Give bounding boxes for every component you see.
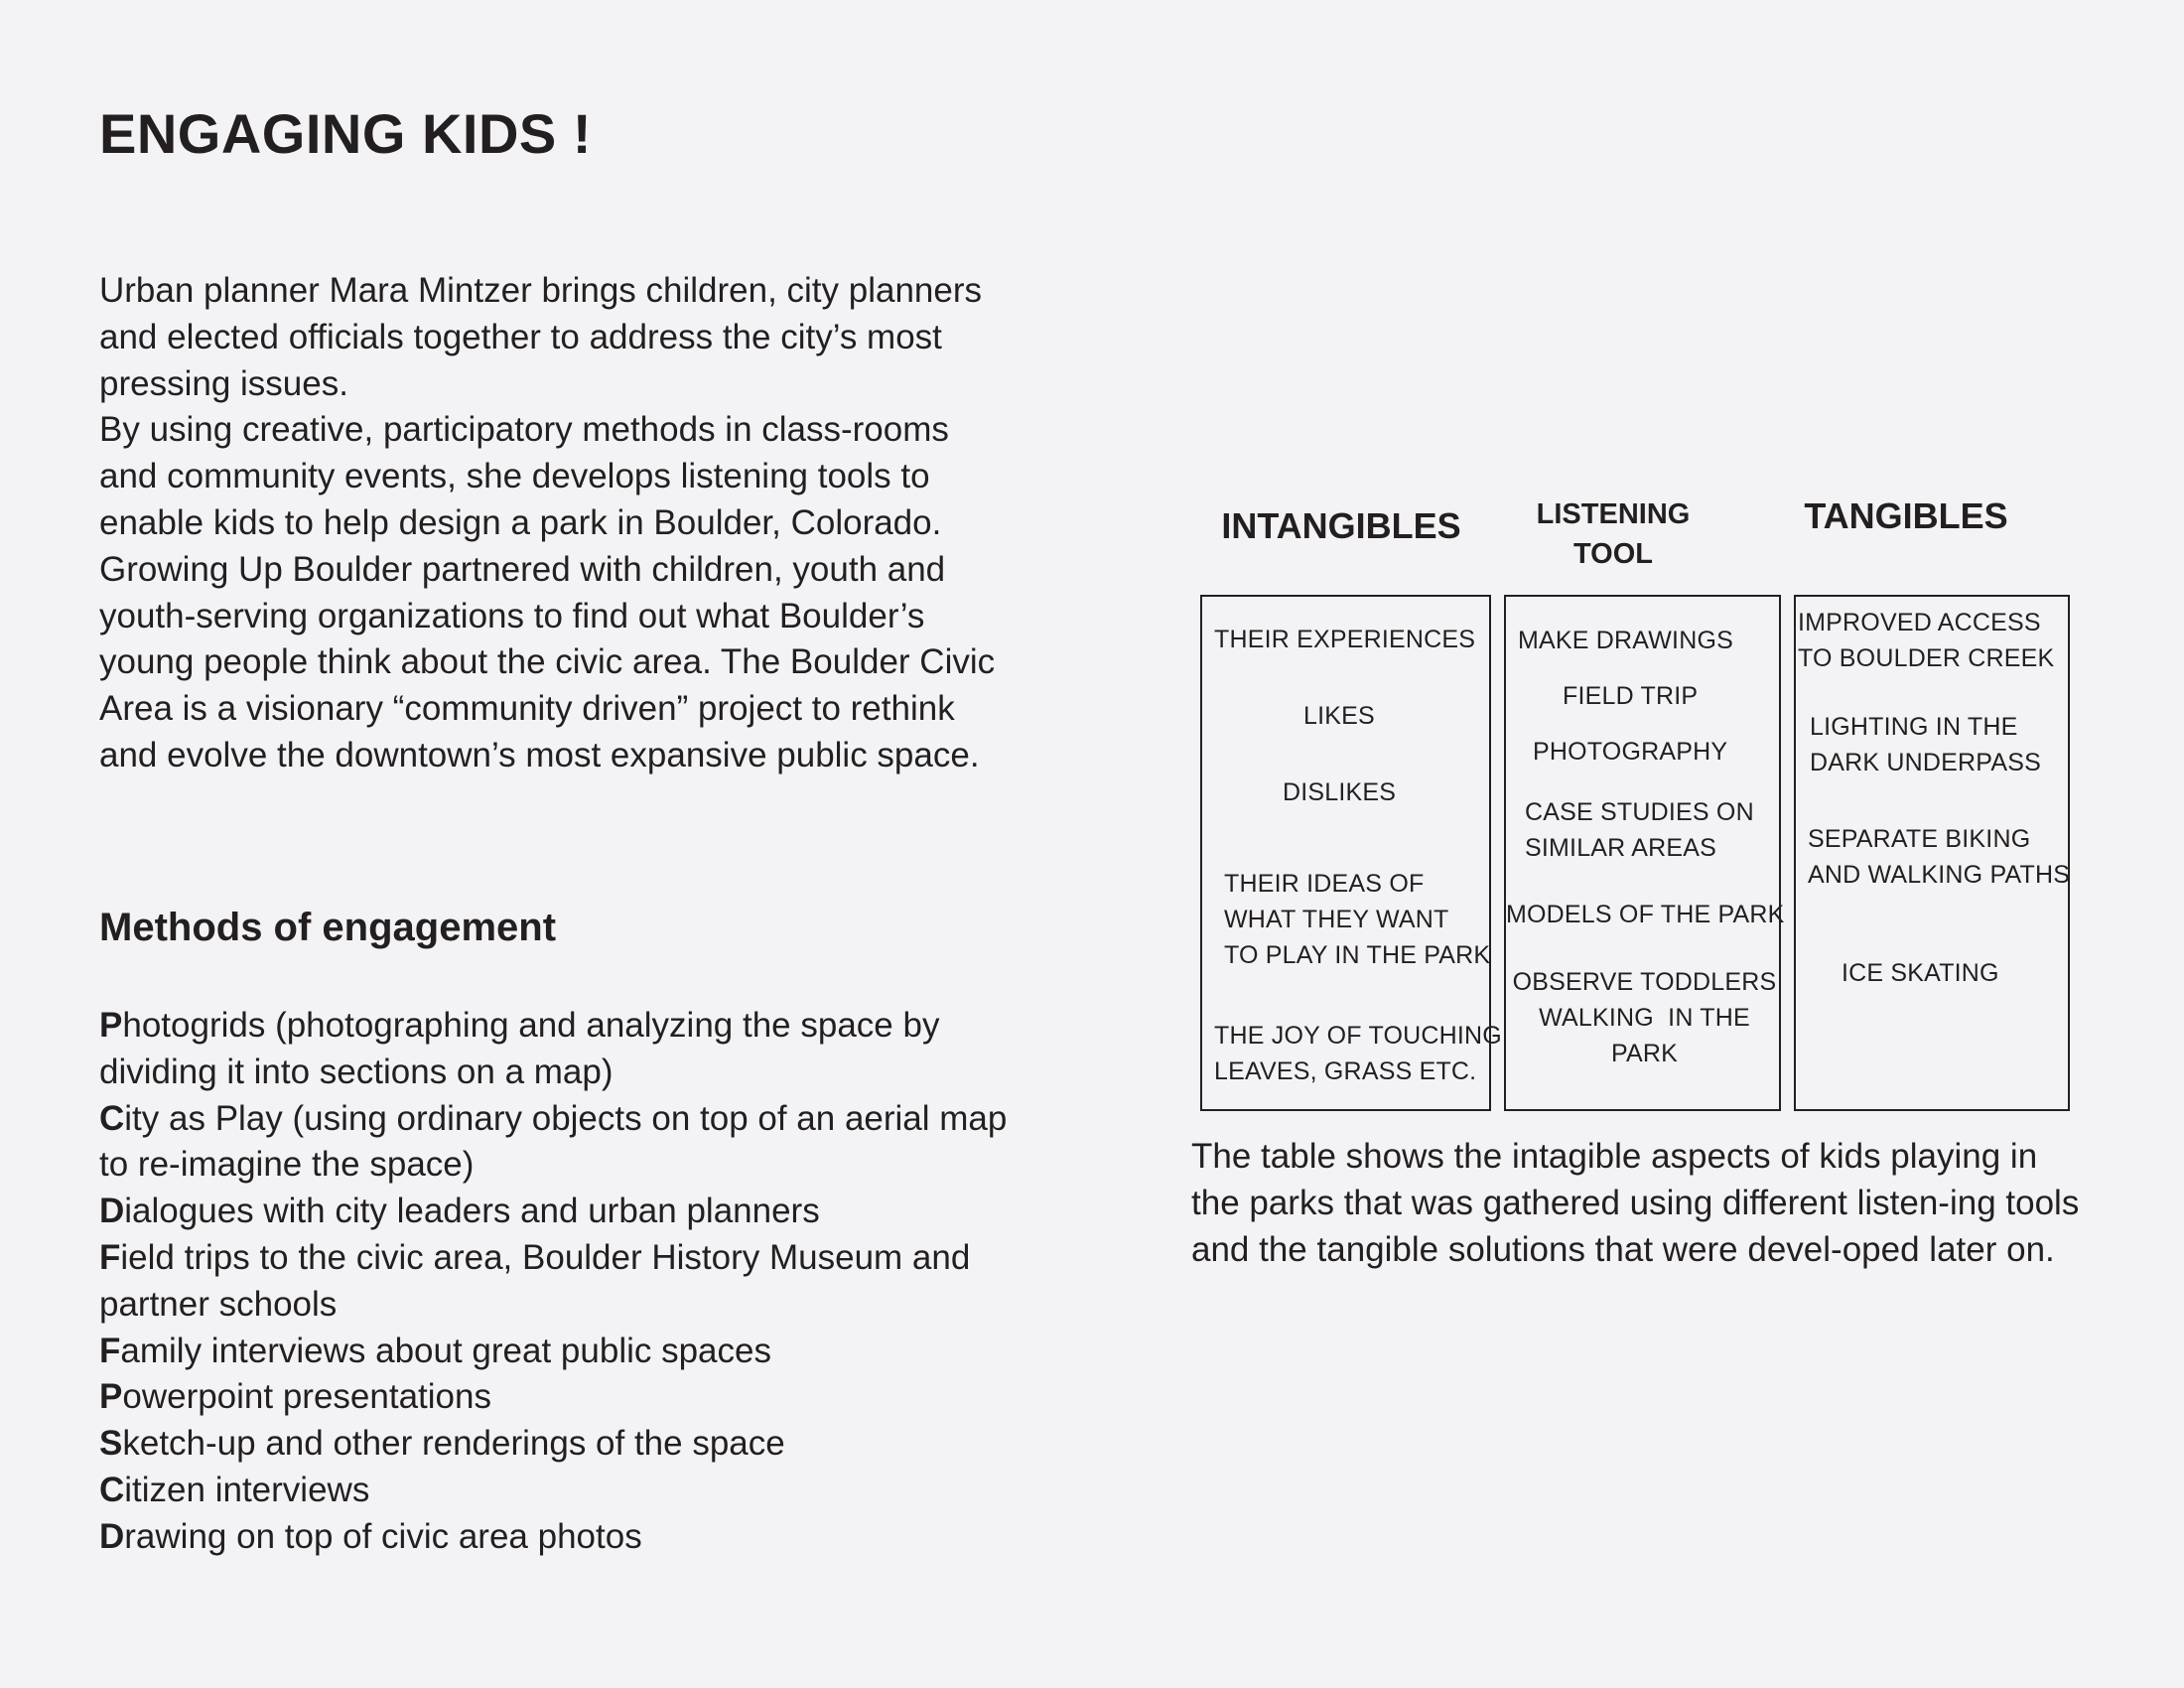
listening-tool-cell: MAKE DRAWINGS bbox=[1518, 627, 1733, 654]
methods-list bbox=[99, 1003, 1032, 1561]
list-item-text: hotogrids (photographing and analyzing the space by dividing it into sections on a map) bbox=[99, 1006, 940, 1091]
listening-tool-cell: OBSERVE TODDLERS WALKING IN THE PARK bbox=[1512, 968, 1777, 1067]
intangibles-cell: LIKES bbox=[1303, 702, 1375, 730]
list-item-initial: C bbox=[99, 1098, 125, 1138]
list-item-initial: F bbox=[99, 1331, 121, 1370]
list-item-initial: F bbox=[99, 1237, 121, 1277]
list-item-text: rawing on top of civic area photos bbox=[124, 1516, 642, 1556]
list-item bbox=[99, 1421, 1032, 1468]
intangibles-header: INTANGIBLES bbox=[1221, 505, 1461, 546]
methods-heading: Methods of engagement bbox=[99, 906, 557, 949]
page-title: ENGAGING KIDS ! bbox=[99, 102, 592, 165]
tangibles-cell: IMPROVED ACCESS TO BOULDER CREEK bbox=[1798, 609, 2055, 672]
tangibles-cell: ICE SKATING bbox=[1842, 959, 1999, 987]
tangibles-cell: LIGHTING IN THE DARK UNDERPASS bbox=[1810, 713, 2041, 776]
intro-paragraph: Growing Up Boulder partnered with children, youth and youth-serving organizations to find out what Boulder’s young people think about the civic area. The Boulder Civic Area is a visionary “community driven” project to rethink and evolve the downtown’s most expansive public space. bbox=[99, 549, 996, 774]
list-item-text: ity as Play (using ordinary objects on top of an aerial map to re-imagine the space) bbox=[99, 1098, 1008, 1185]
listening-tool-cell: FIELD TRIP bbox=[1563, 682, 1699, 710]
listening-tool-cell: PHOTOGRAPHY bbox=[1533, 738, 1728, 766]
list-item bbox=[99, 1189, 1032, 1235]
list-item-initial: P bbox=[99, 1377, 123, 1417]
list-item-text: itizen interviews bbox=[124, 1470, 370, 1509]
list-item-initial: C bbox=[99, 1470, 125, 1509]
intangibles-cell: THEIR EXPERIENCES bbox=[1214, 626, 1476, 653]
list-item bbox=[99, 1235, 1032, 1329]
tangibles-header: TANGIBLES bbox=[1804, 495, 2008, 536]
list-item-text: ield trips to the civic area, Boulder History Museum and partner schools bbox=[99, 1237, 971, 1324]
list-item bbox=[99, 1374, 1032, 1421]
intangibles-cell: THEIR IDEAS OF WHAT THEY WANT TO PLAY IN THE PARK bbox=[1224, 870, 1491, 969]
list-item bbox=[99, 1329, 1032, 1375]
list-item bbox=[99, 1514, 1032, 1561]
tangibles-cell: SEPARATE BIKING AND WALKING PATHS bbox=[1808, 825, 2071, 889]
list-item-text: ialogues with city leaders and urban planners bbox=[124, 1192, 820, 1231]
list-item-initial: S bbox=[99, 1424, 123, 1464]
list-item bbox=[99, 1003, 1032, 1096]
list-item-initial: D bbox=[99, 1192, 125, 1231]
tangibles-column bbox=[1794, 595, 2070, 1111]
intangibles-cell: THE JOY OF TOUCHING LEAVES, GRASS ETC. bbox=[1214, 1022, 1502, 1085]
table-caption: The table shows the intagible aspects of kids playing in the parks that was gathered using different listen-ing tools and the tangible solutions that were devel-oped later on. bbox=[1191, 1137, 2080, 1269]
list-item-text: amily interviews about great public spaces bbox=[120, 1331, 771, 1370]
listening-tool-column bbox=[1504, 595, 1785, 1111]
listening-tool-cell: CASE STUDIES ON SIMILAR AREAS bbox=[1525, 798, 1754, 862]
intro-paragraph: Urban planner Mara Mintzer brings children, city planners and elected officials together to address the city’s most pressing issues. bbox=[99, 271, 983, 403]
listening-tool-cell: MODELS OF THE PARK bbox=[1506, 901, 1785, 928]
intro-paragraph: By using creative, participatory methods in class-rooms and community events, she develops listening tools to enable kids to help design a park in Boulder, Colorado. bbox=[99, 410, 949, 542]
intangibles-column bbox=[1200, 595, 1502, 1111]
listening-tool-header: LISTENING TOOL bbox=[1536, 498, 1691, 570]
list-item bbox=[99, 1096, 1032, 1190]
list-item-initial: P bbox=[99, 1006, 123, 1045]
intro-text bbox=[99, 268, 1013, 779]
list-item-text: owerpoint presentations bbox=[122, 1377, 491, 1417]
list-item bbox=[99, 1468, 1032, 1514]
list-item-text: ketch-up and other renderings of the space bbox=[122, 1424, 785, 1464]
intangibles-cell: DISLIKES bbox=[1283, 778, 1397, 806]
list-item-initial: D bbox=[99, 1516, 125, 1556]
